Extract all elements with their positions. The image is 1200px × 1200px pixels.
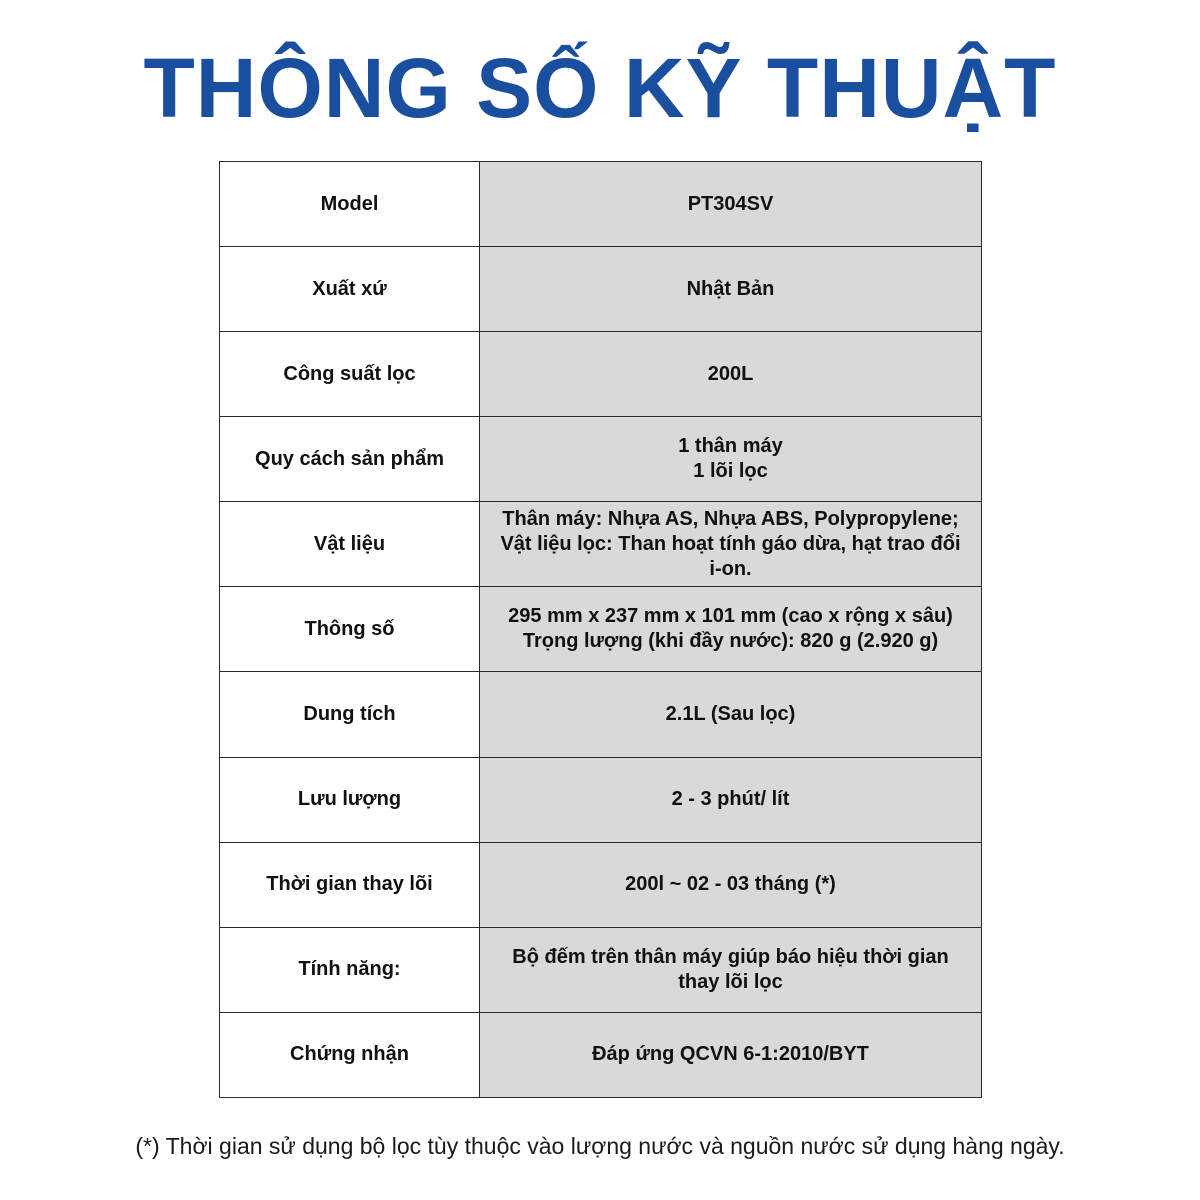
spec-value-line: thay lõi lọc [678, 970, 783, 993]
spec-row-origin [220, 247, 982, 332]
spec-value [480, 502, 982, 587]
spec-row-material [220, 502, 982, 587]
spec-value [480, 587, 982, 672]
spec-value-line: 2.1L (Sau lọc) [665, 703, 796, 725]
spec-value [480, 1012, 982, 1097]
spec-value-line: Đáp ứng QCVN 6-1:2010/BYT [592, 1043, 869, 1066]
spec-label: Xuất xứ [220, 247, 480, 332]
spec-value [480, 672, 982, 757]
spec-row-volume [220, 672, 982, 757]
spec-value-line: 200L [707, 362, 754, 385]
spec-row-certification [220, 1012, 982, 1097]
spec-value [480, 417, 982, 502]
spec-label: Quy cách sản phẩm [220, 417, 480, 502]
spec-label: Tính năng: [220, 927, 480, 1012]
spec-value [480, 757, 982, 842]
spec-value-line: Thân máy: Nhựa AS, Nhựa ABS, Polypropylene; [502, 507, 959, 530]
spec-value-line: 1 lõi lọc [693, 460, 768, 483]
spec-value [480, 927, 982, 1012]
spec-value-line: 2 - 3 phút/ lít [671, 788, 790, 811]
page-title: THÔNG SỐ KỸ THUẬT [143, 41, 1057, 135]
spec-row-model [220, 162, 982, 247]
spec-row-packaging [220, 417, 982, 502]
spec-row-features [220, 927, 982, 1012]
spec-label: Công suất lọc [220, 332, 480, 417]
spec-row-replacement [220, 842, 982, 927]
spec-table [219, 161, 982, 1098]
spec-value [480, 332, 982, 417]
spec-value [480, 162, 982, 247]
spec-value [480, 842, 982, 927]
spec-label: Dung tích [220, 672, 480, 757]
spec-label: Vật liệu [220, 502, 480, 587]
spec-label: Model [220, 162, 480, 247]
spec-label: Thời gian thay lõi [220, 842, 480, 927]
spec-label: Thông số [220, 587, 480, 672]
spec-value-line: PT304SV [687, 192, 774, 215]
spec-value-line: 200l ~ 02 - 03 tháng (*) [625, 873, 836, 896]
spec-value [480, 247, 982, 332]
spec-value-line: Vật liệu lọc: Than hoạt tính gáo dừa, hạt trao đổi i-on. [500, 532, 961, 580]
spec-row-flow-rate [220, 757, 982, 842]
spec-value-line: Trọng lượng (khi đầy nước): 820 g (2.920 g) [522, 630, 939, 653]
spec-label: Chứng nhận [220, 1012, 480, 1097]
spec-row-dimensions [220, 587, 982, 672]
spec-row-capacity [220, 332, 982, 417]
spec-value-line: Bộ đếm trên thân máy giúp báo hiệu thời gian [512, 945, 949, 968]
spec-label: Lưu lượng [220, 757, 480, 842]
spec-value-line: Nhật Bản [686, 277, 775, 300]
spec-value-line: 1 thân máy [678, 435, 783, 458]
footnote: (*) Thời gian sử dụng bộ lọc tùy thuộc vào lượng nước và nguồn nước sử dụng hàng ngày. [135, 1133, 1065, 1159]
spec-value-line: 295 mm x 237 mm x 101 mm (cao x rộng x sâu) [508, 605, 953, 628]
